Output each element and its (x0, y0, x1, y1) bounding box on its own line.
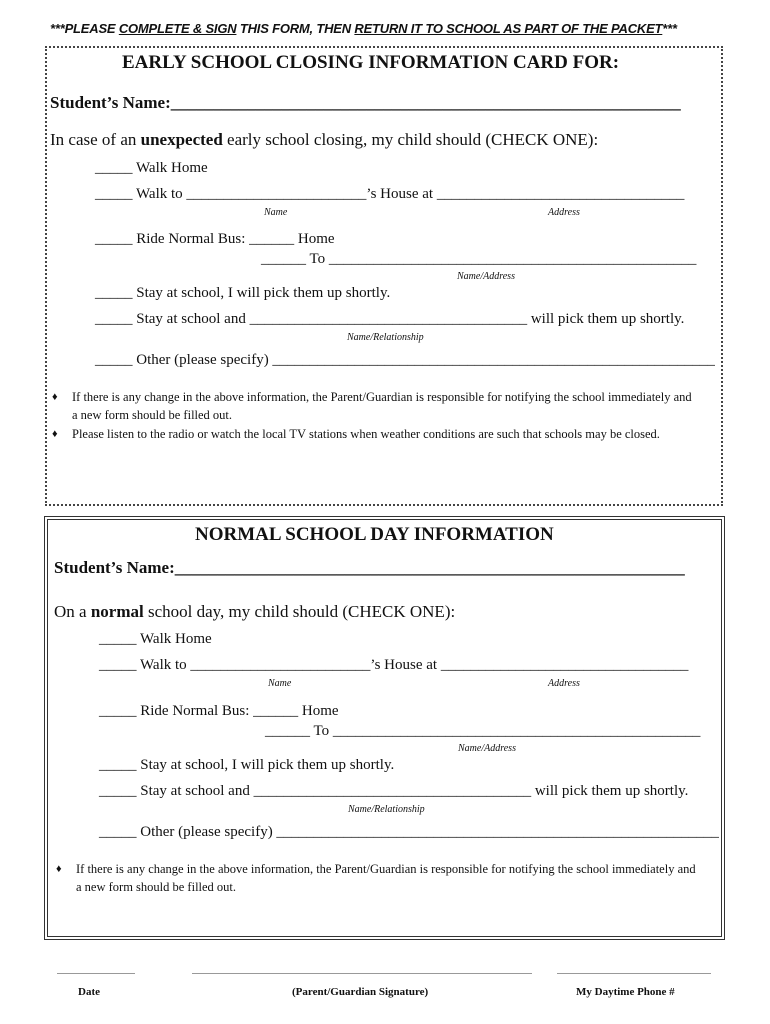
early-closing-title: EARLY SCHOOL CLOSING INFORMATION CARD FOR: (122, 52, 620, 73)
early-option-walk-home[interactable]: _____ Walk Home (95, 160, 208, 176)
date-line[interactable] (57, 973, 135, 974)
early-bullet-1: ♦ If there is any change in the above information, the Parent/Guardian is responsible for notifying the school immediately and a new form should be filled out. (52, 390, 692, 422)
phone-label: My Daytime Phone # (576, 986, 675, 998)
normal-option-walk-home[interactable]: _____ Walk Home (99, 631, 212, 647)
signature-label: (Parent/Guardian Signature) (292, 986, 429, 998)
early-option-stay-with[interactable]: _____ Stay at school and _____________________________________ will pick them up shortly. (95, 311, 685, 327)
bullet-diamond-icon: ♦ (52, 428, 58, 440)
signature-line[interactable] (192, 973, 532, 974)
early-bus-to-field[interactable]: ______ To _________________________________________________ (261, 251, 697, 267)
early-caption-name: Name (264, 207, 288, 218)
early-bullet-2: ♦ Please listen to the radio or watch the local TV stations when weather conditions are such that schools may be closed. (52, 427, 660, 441)
early-option-other[interactable]: _____ Other (please specify) ___________________________________________________________ (95, 352, 715, 368)
early-caption-name-address: Name/Address (457, 271, 515, 282)
normal-option-stay-pickup[interactable]: _____ Stay at school, I will pick them up shortly. (99, 757, 395, 773)
phone-line[interactable] (557, 973, 711, 974)
early-prompt: In case of an unexpected early school closing, my child should (CHECK ONE): (50, 130, 599, 149)
bullet-diamond-icon: ♦ (52, 391, 58, 403)
instruction-note: ***PLEASE COMPLETE & SIGN THIS FORM, THEN RETURN IT TO SCHOOL AS PART OF THE PACKET*** (50, 21, 677, 36)
bullet-diamond-icon: ♦ (56, 863, 62, 875)
normal-student-name-field[interactable]: Student’s Name:____________________________________________________________ (54, 558, 685, 577)
normal-caption-address: Address (548, 678, 580, 689)
early-caption-relationship: Name/Relationship (347, 332, 424, 343)
normal-option-stay-with[interactable]: _____ Stay at school and _____________________________________ will pick them up shortly. (99, 783, 689, 799)
early-student-name-field[interactable]: Student’s Name:____________________________________________________________ (50, 93, 681, 112)
normal-bullet-1: ♦ If there is any change in the above information, the Parent/Guardian is responsible for notifying the school immediately and a new form should be filled out. (56, 862, 696, 894)
early-option-ride-bus[interactable]: _____ Ride Normal Bus: ______ Home (95, 231, 335, 247)
normal-option-ride-bus[interactable]: _____ Ride Normal Bus: ______ Home (99, 703, 339, 719)
date-label: Date (78, 986, 100, 998)
normal-caption-name-address: Name/Address (458, 743, 516, 754)
early-caption-address: Address (548, 207, 580, 218)
normal-option-walk-to[interactable]: _____ Walk to ________________________’s House at _________________________________ (99, 657, 689, 673)
normal-option-other[interactable]: _____ Other (please specify) ___________________________________________________________ (99, 824, 719, 840)
normal-prompt: On a normal school day, my child should (CHECK ONE): (54, 602, 456, 621)
early-option-walk-to[interactable]: _____ Walk to ________________________’s House at _________________________________ (95, 186, 685, 202)
early-option-stay-pickup[interactable]: _____ Stay at school, I will pick them up shortly. (95, 285, 391, 301)
normal-caption-relationship: Name/Relationship (348, 804, 425, 815)
normal-bus-to-field[interactable]: ______ To _________________________________________________ (265, 723, 701, 739)
normal-caption-name: Name (268, 678, 292, 689)
normal-day-title: NORMAL SCHOOL DAY INFORMATION (195, 524, 554, 545)
